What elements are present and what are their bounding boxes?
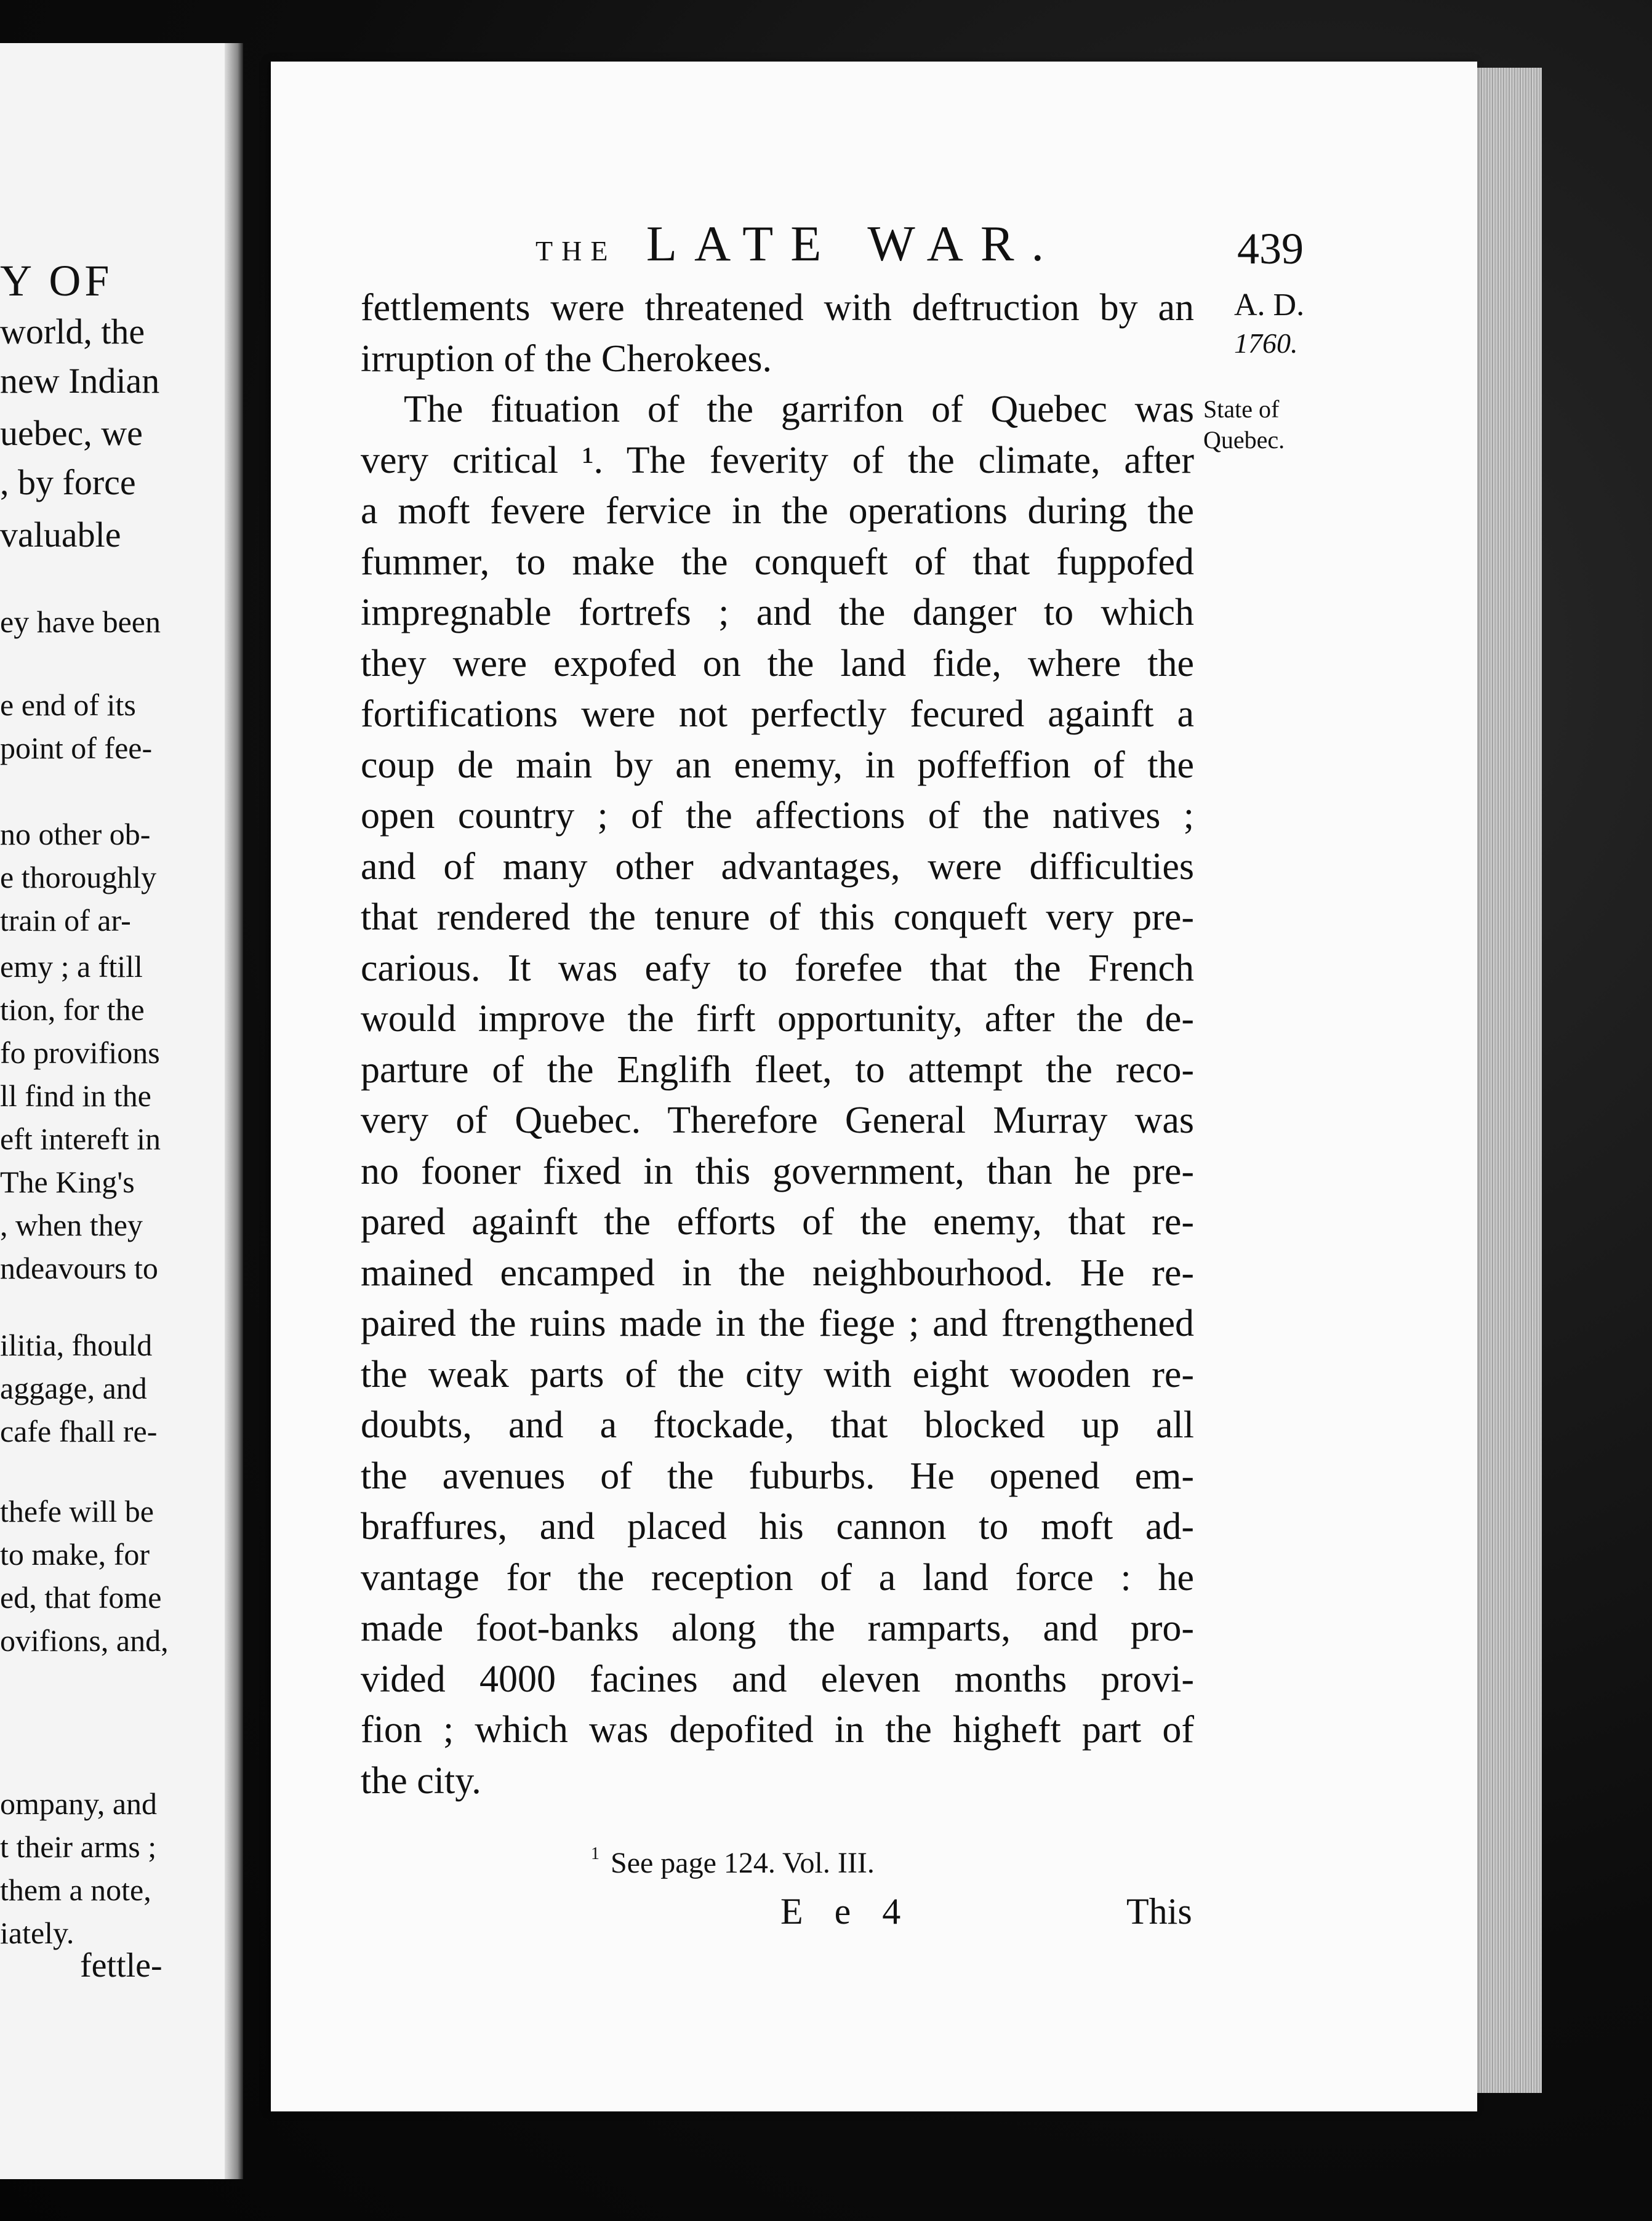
body-line: vided 4000 facines and eleven months provi- xyxy=(361,1658,1194,1700)
body-line: parture of the Englifh fleet, to attempt the reco- xyxy=(361,1048,1194,1091)
left-page-line: tion, for the xyxy=(0,992,145,1027)
footnote xyxy=(591,1845,875,1878)
page-number: 439 xyxy=(1237,224,1304,273)
left-page-line: emy ; a ftill xyxy=(0,949,143,984)
margin-note-state: State of xyxy=(1203,395,1280,423)
left-page-line: fo provifions xyxy=(0,1035,160,1070)
left-page-line: new Indian xyxy=(0,361,160,401)
body-line: impregnable fortrefs ; and the danger to which xyxy=(361,592,1194,633)
body-line: the weak parts of the city with eight wooden re- xyxy=(361,1353,1194,1396)
left-page-line: point of fee- xyxy=(0,731,153,765)
body-line: paired the ruins made in the fiege ; and ftrengthened xyxy=(361,1303,1194,1344)
running-head-prefix: THE xyxy=(535,235,617,267)
page-edges xyxy=(1471,68,1542,2093)
left-catchword: fettle- xyxy=(80,1946,162,1985)
body-line: fion ; which was depofited in the higheft part of xyxy=(361,1709,1194,1751)
body-line: they were expofed on the land fide, where the xyxy=(361,642,1194,685)
left-page-line: e end of its xyxy=(0,688,136,722)
left-page-line: iately. xyxy=(0,1916,74,1950)
left-page-line: Y OF xyxy=(0,256,113,305)
left-page xyxy=(0,43,243,2179)
body-line: fummer, to make the conqueft of that fuppofed xyxy=(361,540,1194,583)
left-page-line: ompany, and xyxy=(0,1786,158,1821)
margin-year-label: A. D. xyxy=(1234,287,1305,323)
left-page-line: valuable xyxy=(0,515,121,555)
body-line: no fooner fixed in this government, than he pre- xyxy=(361,1150,1194,1192)
body-line: doubts, and a ftockade, that blocked up all xyxy=(361,1404,1194,1446)
body-line: very of Quebec. Therefore General Murray was xyxy=(361,1099,1194,1141)
left-page-line: ll find in the xyxy=(0,1078,151,1113)
body-line: the city. xyxy=(361,1759,481,1802)
body-line: made foot-banks along the ramparts, and pro- xyxy=(361,1607,1194,1649)
body-line: the avenues of the fuburbs. He opened em- xyxy=(361,1455,1194,1497)
body-line: The fituation of the garrifon of Quebec was xyxy=(404,388,1194,430)
body-line: fortifications were not perfectly fecured againft a xyxy=(361,693,1194,735)
running-head xyxy=(535,215,1062,271)
left-page-line: ilitia, fhould xyxy=(0,1328,153,1362)
body-line: would improve the firft opportunity, after the de- xyxy=(361,998,1194,1040)
left-page-line: , when they xyxy=(0,1208,143,1242)
running-head-title: LATE WAR. xyxy=(646,215,1062,271)
left-page-line: train of ar- xyxy=(0,903,131,938)
body-line: mained encamped in the neighbourhood. He re- xyxy=(361,1251,1194,1294)
margin-year: 1760. xyxy=(1234,327,1298,359)
body-line: vantage for the reception of a land force : he xyxy=(361,1556,1194,1599)
body-line: very critical ¹. The feverity of the climate, after xyxy=(361,439,1194,481)
body-line: irruption of the Cherokees. xyxy=(361,337,772,380)
left-page-gutter xyxy=(225,43,243,2179)
body-line: pared againft the efforts of the enemy, that re- xyxy=(361,1201,1194,1243)
footnote-marker: 1 xyxy=(591,1844,599,1863)
body-line: a moft fevere fervice in the operations during the xyxy=(361,490,1194,532)
body-line: braffures, and placed his cannon to moft ad- xyxy=(361,1506,1194,1548)
body-line: carious. It was eafy to forefee that the French xyxy=(361,947,1194,989)
footnote-text: See page 124. Vol. III. xyxy=(611,1847,875,1879)
left-page-line: cafe fhall re- xyxy=(0,1414,158,1448)
left-page-line: no other ob- xyxy=(0,817,151,851)
body-line: fettlements were threatened with deftruction by an xyxy=(361,287,1194,329)
left-page-line: uebec, we xyxy=(0,413,143,453)
signature-mark: E e 4 xyxy=(780,1891,912,1932)
margin-note-quebec: Quebec. xyxy=(1203,426,1285,454)
body-line: that rendered the tenure of this conqueft very pre- xyxy=(361,896,1194,938)
left-page-line: ndeavours to xyxy=(0,1251,158,1285)
body-line: open country ; of the affections of the natives ; xyxy=(361,795,1194,837)
left-page-line: ey have been xyxy=(0,604,161,639)
left-page-line: ed, that fome xyxy=(0,1580,162,1615)
left-page-line: them a note, xyxy=(0,1873,151,1907)
left-page-line: e thoroughly xyxy=(0,860,157,894)
left-page-line: t their arms ; xyxy=(0,1829,157,1864)
left-page-line: world, the xyxy=(0,311,145,351)
body-line: coup de main by an enemy, in poffeffion of the xyxy=(361,744,1194,786)
left-page-line: thefe will be xyxy=(0,1494,154,1528)
left-page-line: to make, for xyxy=(0,1537,150,1572)
left-page-line: The King's xyxy=(0,1165,135,1199)
left-page-line: ovifions, and, xyxy=(0,1623,169,1658)
body-line: and of many other advantages, were difficulties xyxy=(361,845,1194,888)
left-page-line: aggage, and xyxy=(0,1371,147,1405)
left-page-line: , by force xyxy=(0,462,136,502)
left-page-line: eft intereft in xyxy=(0,1122,161,1156)
catchword: This xyxy=(1126,1891,1192,1932)
